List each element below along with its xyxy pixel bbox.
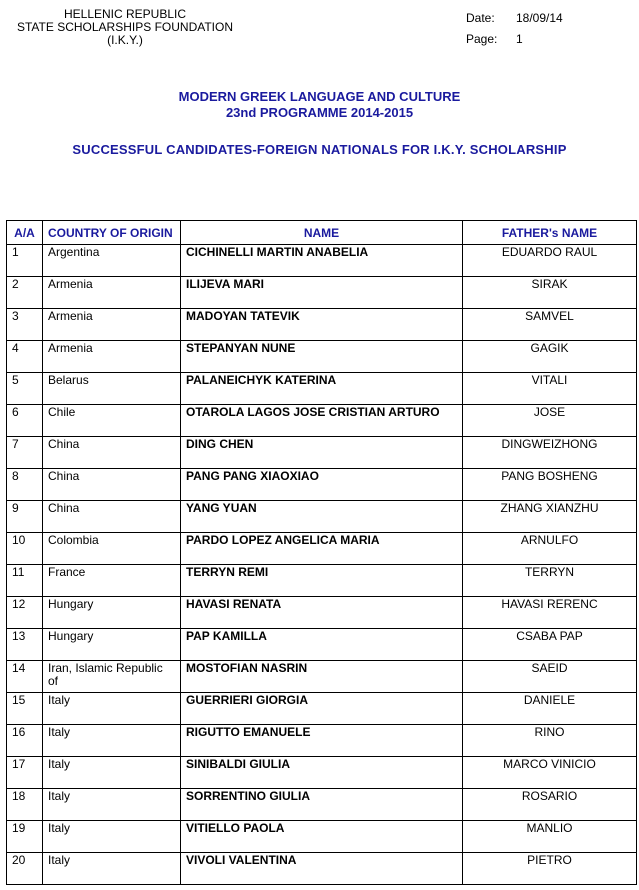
table-row <box>7 501 637 533</box>
name-cell: PAP KAMILLA <box>181 629 463 661</box>
father-name-cell: GAGIK <box>463 341 637 373</box>
name-cell: MOSTOFIAN NASRIN <box>181 661 463 693</box>
row-number: 4 <box>7 341 43 373</box>
table-row <box>7 373 637 405</box>
table-row <box>7 437 637 469</box>
country-cell: China <box>43 469 181 501</box>
date-row <box>466 8 563 29</box>
father-name-cell: ZHANG XIANZHU <box>463 501 637 533</box>
name-cell: RIGUTTO EMANUELE <box>181 725 463 757</box>
column-header-name: NAME <box>181 221 463 245</box>
name-cell: PARDO LOPEZ ANGELICA MARIA <box>181 533 463 565</box>
country-cell: Hungary <box>43 629 181 661</box>
date-value: 18/09/14 <box>516 11 563 25</box>
table-row <box>7 661 637 693</box>
row-number: 19 <box>7 821 43 853</box>
row-number: 12 <box>7 597 43 629</box>
page-number: 1 <box>516 32 523 46</box>
programme-edition: 23nd PROGRAMME 2014-2015 <box>225 105 414 120</box>
column-header-aa: A/A <box>7 221 43 245</box>
row-number: 20 <box>7 853 43 885</box>
country-cell: Armenia <box>43 341 181 373</box>
father-name-cell: SAEID <box>463 661 637 693</box>
country-cell: Italy <box>43 789 181 821</box>
father-name-cell: HAVASI RERENC <box>463 597 637 629</box>
name-cell: YANG YUAN <box>181 501 463 533</box>
country-cell: Argentina <box>43 245 181 277</box>
table-row <box>7 277 637 309</box>
row-number: 1 <box>7 245 43 277</box>
name-cell: ILIJEVA MARI <box>181 277 463 309</box>
name-cell: OTAROLA LAGOS JOSE CRISTIAN ARTURO <box>181 405 463 437</box>
father-name-cell: SIRAK <box>463 277 637 309</box>
country-cell: Italy <box>43 821 181 853</box>
name-cell: SORRENTINO GIULIA <box>181 789 463 821</box>
document-meta <box>466 8 563 50</box>
name-cell: TERRYN REMI <box>181 565 463 597</box>
table-row <box>7 725 637 757</box>
country-cell: Hungary <box>43 597 181 629</box>
name-cell: PALANEICHYK KATERINA <box>181 373 463 405</box>
country-cell: France <box>43 565 181 597</box>
father-name-cell: SAMVEL <box>463 309 637 341</box>
country-cell: Armenia <box>43 309 181 341</box>
father-name-cell: DANIELE <box>463 693 637 725</box>
row-number: 2 <box>7 277 43 309</box>
row-number: 18 <box>7 789 43 821</box>
table-row <box>7 789 637 821</box>
date-label: Date: <box>466 11 495 25</box>
table-row <box>7 309 637 341</box>
table-body <box>7 245 637 885</box>
name-cell: CICHINELLI MARTIN ANABELIA <box>181 245 463 277</box>
name-cell: STEPANYAN NUNE <box>181 341 463 373</box>
father-name-cell: PIETRO <box>463 853 637 885</box>
name-cell: GUERRIERI GIORGIA <box>181 693 463 725</box>
page-row <box>466 29 563 50</box>
country-cell: Italy <box>43 757 181 789</box>
table-row <box>7 245 637 277</box>
page-label: Page: <box>466 32 498 46</box>
country-cell: Belarus <box>43 373 181 405</box>
programme-title: MODERN GREEK LANGUAGE AND CULTURE <box>178 89 461 104</box>
father-name-cell: VITALI <box>463 373 637 405</box>
row-number: 11 <box>7 565 43 597</box>
column-header-father: FATHER's NAME <box>463 221 637 245</box>
father-name-cell: TERRYN <box>463 565 637 597</box>
table-row <box>7 757 637 789</box>
father-name-cell: MANLIO <box>463 821 637 853</box>
country-cell: Chile <box>43 405 181 437</box>
row-number: 9 <box>7 501 43 533</box>
table-row <box>7 405 637 437</box>
table-row <box>7 469 637 501</box>
father-name-cell: ROSARIO <box>463 789 637 821</box>
country-cell: China <box>43 437 181 469</box>
org-abbreviation-line: (I.K.Y.) <box>107 33 143 47</box>
country-cell: Italy <box>43 853 181 885</box>
row-number: 13 <box>7 629 43 661</box>
row-number: 7 <box>7 437 43 469</box>
father-name-cell: EDUARDO RAUL <box>463 245 637 277</box>
table-row <box>7 565 637 597</box>
name-cell: MADOYAN TATEVIK <box>181 309 463 341</box>
row-number: 16 <box>7 725 43 757</box>
father-name-cell: MARCO VINICIO <box>463 757 637 789</box>
org-name-line: HELLENIC REPUBLIC <box>63 7 187 21</box>
father-name-cell: DINGWEIZHONG <box>463 437 637 469</box>
name-cell: DING CHEN <box>181 437 463 469</box>
table-row <box>7 629 637 661</box>
father-name-cell: ARNULFO <box>463 533 637 565</box>
org-foundation-line: STATE SCHOLARSHIPS FOUNDATION <box>16 20 234 34</box>
row-number: 14 <box>7 661 43 693</box>
name-cell: VIVOLI VALENTINA <box>181 853 463 885</box>
country-cell: Colombia <box>43 533 181 565</box>
name-cell: VITIELLO PAOLA <box>181 821 463 853</box>
father-name-cell: CSABA PAP <box>463 629 637 661</box>
row-number: 5 <box>7 373 43 405</box>
name-cell: SINIBALDI GIULIA <box>181 757 463 789</box>
row-number: 15 <box>7 693 43 725</box>
country-cell: Italy <box>43 693 181 725</box>
name-cell: PANG PANG XIAOXIAO <box>181 469 463 501</box>
table-row <box>7 597 637 629</box>
country-cell: Iran, Islamic Republic of <box>43 661 181 693</box>
row-number: 6 <box>7 405 43 437</box>
table-row <box>7 821 637 853</box>
row-number: 3 <box>7 309 43 341</box>
name-cell: HAVASI RENATA <box>181 597 463 629</box>
country-cell: China <box>43 501 181 533</box>
column-header-country: COUNTRY OF ORIGIN <box>43 221 181 245</box>
table-row <box>7 533 637 565</box>
father-name-cell: JOSE <box>463 405 637 437</box>
row-number: 17 <box>7 757 43 789</box>
father-name-cell: RINO <box>463 725 637 757</box>
country-cell: Armenia <box>43 277 181 309</box>
row-number: 8 <box>7 469 43 501</box>
table-row <box>7 341 637 373</box>
organization-block <box>10 8 240 47</box>
row-number: 10 <box>7 533 43 565</box>
country-cell: Italy <box>43 725 181 757</box>
table-header-row <box>7 221 637 245</box>
list-title: SUCCESSFUL CANDIDATES-FOREIGN NATIONALS FOR I.K.Y. SCHOLARSHIP <box>72 142 567 157</box>
candidates-table <box>6 220 637 885</box>
table-row <box>7 853 637 885</box>
table-row <box>7 693 637 725</box>
father-name-cell: PANG BOSHENG <box>463 469 637 501</box>
